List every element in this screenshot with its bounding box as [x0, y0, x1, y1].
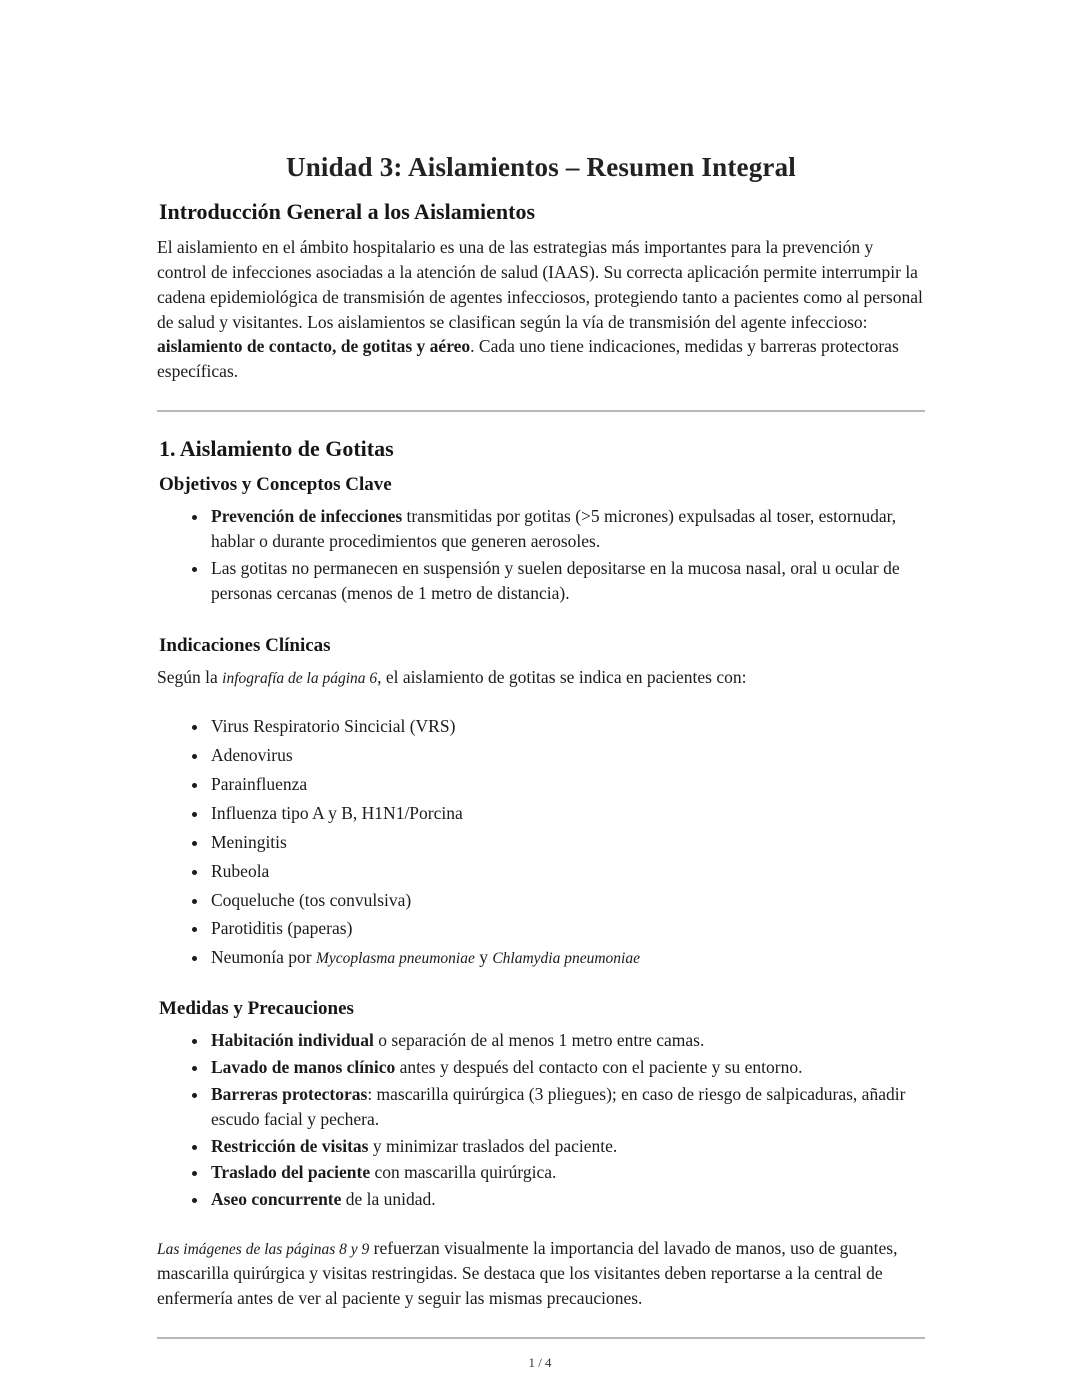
- list-item-bold: Lavado de manos clínico: [211, 1057, 396, 1078]
- list-item: [209, 1028, 925, 1053]
- list-item: [209, 714, 925, 739]
- list-item: [209, 556, 925, 606]
- intro-paragraph-end: . Cada uno tiene indicaciones, medidas y barreras protectoras específicas.: [157, 336, 899, 382]
- list-item-bold: Aseo concurrente: [211, 1189, 342, 1210]
- list-item: [209, 859, 925, 884]
- spacer: [157, 700, 925, 710]
- document-title: Unidad 3: Aislamientos – Resumen Integral: [286, 152, 796, 182]
- page-reference: infografía de la página 6: [222, 670, 378, 688]
- list-item: [209, 504, 925, 554]
- page-reference: Las imágenes de las páginas 8 y 9: [157, 1241, 370, 1259]
- intro-heading: Introducción General a los Aislamientos: [159, 199, 536, 224]
- list-item: [209, 1187, 925, 1212]
- list-item-text: Influenza tipo A y B, H1N1/Porcina: [211, 802, 463, 823]
- indicaciones-list: [209, 714, 925, 970]
- section1-heading: 1. Aislamiento de Gotitas: [159, 436, 394, 462]
- list-item: [209, 772, 925, 797]
- indicaciones-intro-end: , el aislamiento de gotitas se indica en pacientes con:: [377, 667, 747, 688]
- list-item-text: de la unidad.: [341, 1189, 436, 1210]
- list-item-bold: Restricción de visitas: [211, 1135, 369, 1156]
- indicaciones-intro-text: Según la: [157, 667, 223, 688]
- list-item: [209, 888, 925, 913]
- closing-paragraph: [157, 1236, 925, 1311]
- list-item-bold: Barreras protectoras: [211, 1083, 368, 1104]
- section-divider: [157, 1337, 925, 1339]
- list-item-text: Meningitis: [211, 831, 287, 852]
- list-item: [209, 1134, 925, 1159]
- list-item: [209, 1082, 925, 1132]
- indicaciones-heading: Indicaciones Clínicas: [159, 635, 331, 657]
- list-item-text: Rubeola: [211, 860, 270, 881]
- section-divider: [157, 410, 925, 412]
- intro-paragraph: [157, 235, 925, 384]
- list-item-text: Coqueluche (tos convulsiva): [211, 889, 412, 910]
- list-item: [209, 830, 925, 855]
- list-item-text: Parotiditis (paperas): [211, 918, 353, 939]
- list-item-text: Virus Respiratorio Sincicial (VRS): [211, 716, 456, 737]
- list-item-bold: Habitación individual: [211, 1030, 374, 1051]
- list-item-text: Neumonía por: [211, 947, 316, 968]
- list-item: [209, 916, 925, 941]
- page-number: 1 / 4: [528, 1355, 552, 1370]
- list-item-text: Adenovirus: [211, 745, 293, 766]
- list-item-text: antes y después del contacto con el paciente y su entorno.: [395, 1057, 803, 1078]
- list-item-text: : mascarilla quirúrgica (3 pliegues); en caso de riesgo de salpicaduras, añadir escudo facial y pechera.: [211, 1083, 906, 1129]
- intro-paragraph-text: El aislamiento en el ámbito hospitalario es una de las estrategias más importantes para la prevención y control de infecciones asociadas a la atención de salud (IAAS). Su correcta aplicación permite interrumpir la cadena epidemiológica de transmisión de agentes infecciosos, protegiendo tanto a pacientes como al personal de salud y visitantes. Los aislamientos se clasifican según la vía de transmisión del agente infeccioso:: [157, 237, 923, 332]
- list-item: [209, 743, 925, 768]
- list-item: [209, 945, 925, 970]
- list-item-bold: Prevención de infecciones: [211, 506, 403, 527]
- pathogen-name: Chlamydia pneumoniae: [492, 950, 640, 968]
- list-item-text: con mascarilla quirúrgica.: [370, 1162, 557, 1183]
- list-item-text: y: [474, 947, 493, 968]
- list-item-text: Las gotitas no permanecen en suspensión y suelen depositarse en la mucosa nasal, oral u ocular de personas cercanas (menos de 1 metro de distancia).: [211, 557, 900, 603]
- intro-paragraph-bold: aislamiento de contacto, de gotitas y aéreo: [157, 336, 471, 357]
- medidas-heading: Medidas y Precauciones: [159, 998, 354, 1020]
- indicaciones-intro: [157, 665, 925, 690]
- objetivos-list: [209, 504, 925, 605]
- list-item-bold: Traslado del paciente: [211, 1162, 371, 1183]
- list-item-text: o separación de al menos 1 metro entre camas.: [373, 1030, 705, 1051]
- pathogen-name: Mycoplasma pneumoniae: [315, 950, 475, 968]
- closing-paragraph-text: refuerzan visualmente la importancia del lavado de manos, uso de guantes, mascarilla quirúrgica y visitas restringidas. Se destaca que los visitantes deben reportarse a la central de enfermería antes de ver al paciente y seguir las mismas precauciones.: [157, 1238, 898, 1308]
- list-item-text: transmitidas por gotitas (>5 micrones) expulsadas al toser, estornudar, hablar o durante procedimientos que generen aerosoles.: [211, 506, 897, 551]
- objetivos-heading: Objetivos y Conceptos Clave: [159, 474, 392, 496]
- list-item-text: y minimizar traslados del paciente.: [368, 1135, 618, 1156]
- list-item: [209, 801, 925, 826]
- list-item-text: Parainfluenza: [211, 774, 308, 795]
- list-item: [209, 1055, 925, 1080]
- medidas-list: [209, 1028, 925, 1212]
- list-item: [209, 1160, 925, 1185]
